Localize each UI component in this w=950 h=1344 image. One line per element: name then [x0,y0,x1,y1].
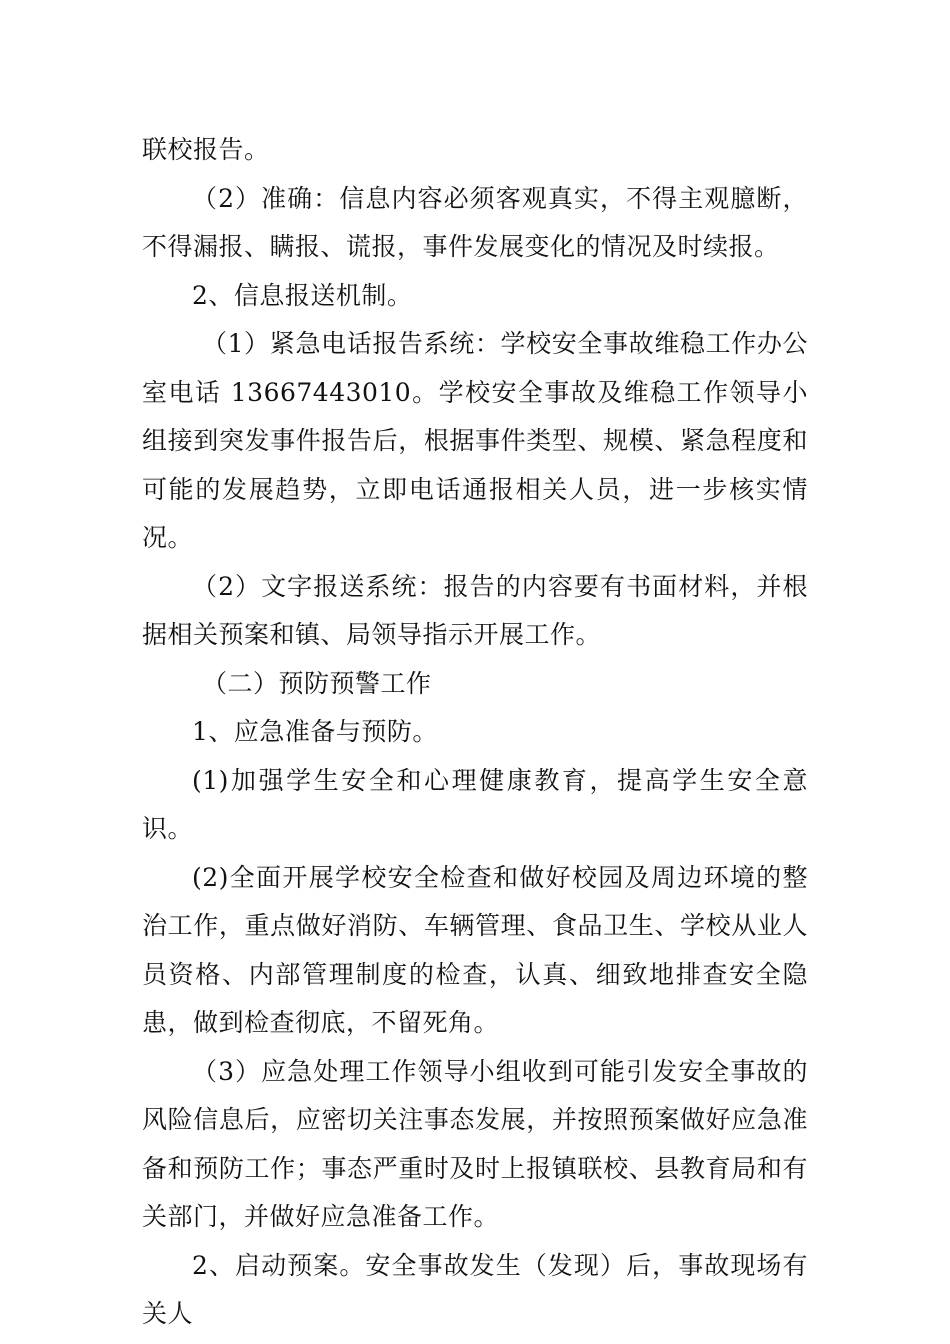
heading-info-reporting-mechanism: 2、信息报送机制。 [192,280,413,310]
heading-emergency-preparation: 1、应急准备与预防。 [192,717,438,746]
paragraph-accuracy: （2）准确：信息内容必须客观真实，不得主观臆断，不得漏报、瞒报、谎报，事件发展变化的情况及时续报。 [142,183,808,261]
paragraph-emergency-phone: （1）紧急电话报告系统：学校安全事故维稳工作办公室电话 13667443010。学校安全事故及维稳工作领导小组接到突发事件报告后，根据事件类型、规模、紧急程度和可能的发展趋势，立即电话通报相关人员，进一步核实情况。 [142,329,808,552]
paragraph-written-report: （2）文字报送系统：报告的内容要有书面材料，并根据相关预案和镇、局领导指示开展工作。 [142,571,808,649]
paragraph-safety-education: (1)加强学生安全和心理健康教育，提高学生安全意识。 [142,765,808,843]
paragraph-activate-plan: 2、启动预案。安全事故发生（发现）后，事故现场有关人 [142,1250,808,1328]
paragraph-safety-inspection: (2)全面开展学校安全检查和做好校园及周边环境的整治工作，重点做好消防、车辆管理、食品卫生、学校从业人员资格、内部管理制度的检查，认真、细致地排查安全隐患，做到检查彻底，不留死角。 [142,862,808,1037]
paragraph-risk-response: （3）应急处理工作领导小组收到可能引发安全事故的风险信息后，应密切关注事态发展，并按照预案做好应急准备和预防工作；事态严重时及时上报镇联校、县教育局和有关部门，并做好应急准备工作。 [142,1056,808,1231]
paragraph-continuation: 联校报告。 [142,135,270,164]
document-body [142,126,808,1339]
heading-prevention-warning: （二）预防预警工作 [202,668,432,698]
